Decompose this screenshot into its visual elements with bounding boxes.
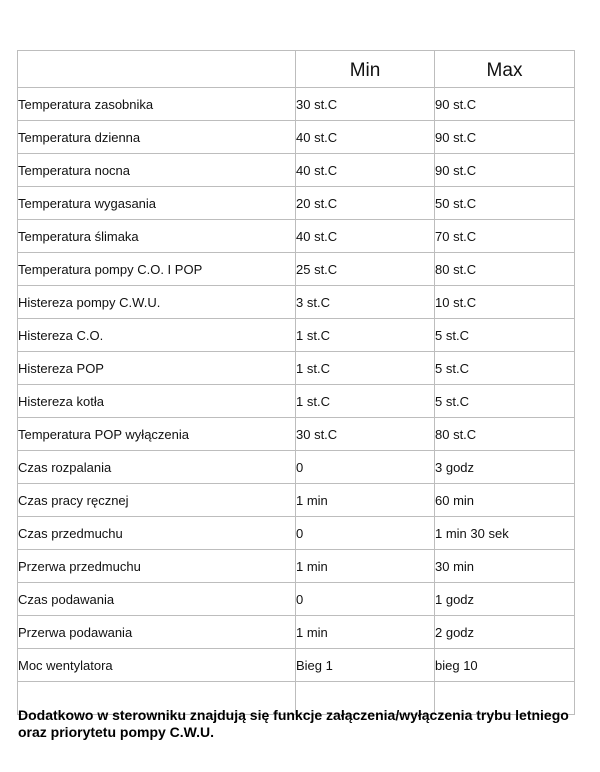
- min-value: 40 st.C: [296, 121, 435, 154]
- max-value: 1 min 30 sek: [435, 517, 575, 550]
- min-value: 25 st.C: [296, 253, 435, 286]
- table-row: [18, 286, 575, 319]
- max-value: 30 min: [435, 550, 575, 583]
- param-name: Temperatura POP wyłączenia: [18, 418, 296, 451]
- param-name: Temperatura ślimaka: [18, 220, 296, 253]
- max-value: 70 st.C: [435, 220, 575, 253]
- settings-table: [17, 50, 575, 715]
- min-value: 1 st.C: [296, 385, 435, 418]
- footnote: Dodatkowo w sterowniku znajdują się funkcje załączenia/wyłączenia trybu letniego oraz priorytetu pompy C.W.U.: [18, 707, 569, 740]
- max-value: 5 st.C: [435, 385, 575, 418]
- param-name: Histereza pompy C.W.U.: [18, 286, 296, 319]
- min-value: 0: [296, 451, 435, 484]
- max-value: 60 min: [435, 484, 575, 517]
- max-value: 3 godz: [435, 451, 575, 484]
- param-name: Czas przedmuchu: [18, 517, 296, 550]
- table-row: [18, 418, 575, 451]
- param-name: Temperatura wygasania: [18, 187, 296, 220]
- param-name: Czas rozpalania: [18, 451, 296, 484]
- max-value: bieg 10: [435, 649, 575, 682]
- table-row: [18, 484, 575, 517]
- header-row: [18, 51, 575, 88]
- max-value: 50 st.C: [435, 187, 575, 220]
- max-value: 1 godz: [435, 583, 575, 616]
- param-name: Przerwa przedmuchu: [18, 550, 296, 583]
- min-value: 40 st.C: [296, 220, 435, 253]
- max-value: 5 st.C: [435, 319, 575, 352]
- param-name: Histereza kotła: [18, 385, 296, 418]
- max-value: 90 st.C: [435, 88, 575, 121]
- param-name: Przerwa podawania: [18, 616, 296, 649]
- min-value: 1 st.C: [296, 319, 435, 352]
- min-value: 30 st.C: [296, 88, 435, 121]
- table-row: [18, 121, 575, 154]
- min-value: Bieg 1: [296, 649, 435, 682]
- param-name: Histereza C.O.: [18, 319, 296, 352]
- max-value: 5 st.C: [435, 352, 575, 385]
- max-value: 10 st.C: [435, 286, 575, 319]
- param-name: Temperatura zasobnika: [18, 88, 296, 121]
- max-value: 80 st.C: [435, 418, 575, 451]
- table-row: [18, 187, 575, 220]
- table-row: [18, 451, 575, 484]
- min-value: 30 st.C: [296, 418, 435, 451]
- min-value: 0: [296, 583, 435, 616]
- table-row: [18, 88, 575, 121]
- table-row: [18, 649, 575, 682]
- table-row: [18, 583, 575, 616]
- param-name: Czas podawania: [18, 583, 296, 616]
- header-max: Max: [435, 51, 575, 88]
- param-name: Czas pracy ręcznej: [18, 484, 296, 517]
- min-value: 1 min: [296, 550, 435, 583]
- table-row: [18, 517, 575, 550]
- table-row: [18, 616, 575, 649]
- table-row: [18, 319, 575, 352]
- table-row: [18, 352, 575, 385]
- header-param: [18, 51, 296, 88]
- min-value: 20 st.C: [296, 187, 435, 220]
- table-row: [18, 253, 575, 286]
- param-name: Histereza POP: [18, 352, 296, 385]
- max-value: 90 st.C: [435, 154, 575, 187]
- param-name: Temperatura dzienna: [18, 121, 296, 154]
- max-value: 2 godz: [435, 616, 575, 649]
- max-value: 90 st.C: [435, 121, 575, 154]
- param-name: Temperatura nocna: [18, 154, 296, 187]
- min-value: 0: [296, 517, 435, 550]
- max-value: 80 st.C: [435, 253, 575, 286]
- min-value: 1 min: [296, 616, 435, 649]
- param-name: Temperatura pompy C.O. I POP: [18, 253, 296, 286]
- min-value: 1 min: [296, 484, 435, 517]
- min-value: 40 st.C: [296, 154, 435, 187]
- min-value: 1 st.C: [296, 352, 435, 385]
- min-value: 3 st.C: [296, 286, 435, 319]
- table-row: [18, 154, 575, 187]
- header-min: Min: [296, 51, 435, 88]
- table-row: [18, 385, 575, 418]
- table-row: [18, 220, 575, 253]
- param-name: Moc wentylatora: [18, 649, 296, 682]
- table-row: [18, 550, 575, 583]
